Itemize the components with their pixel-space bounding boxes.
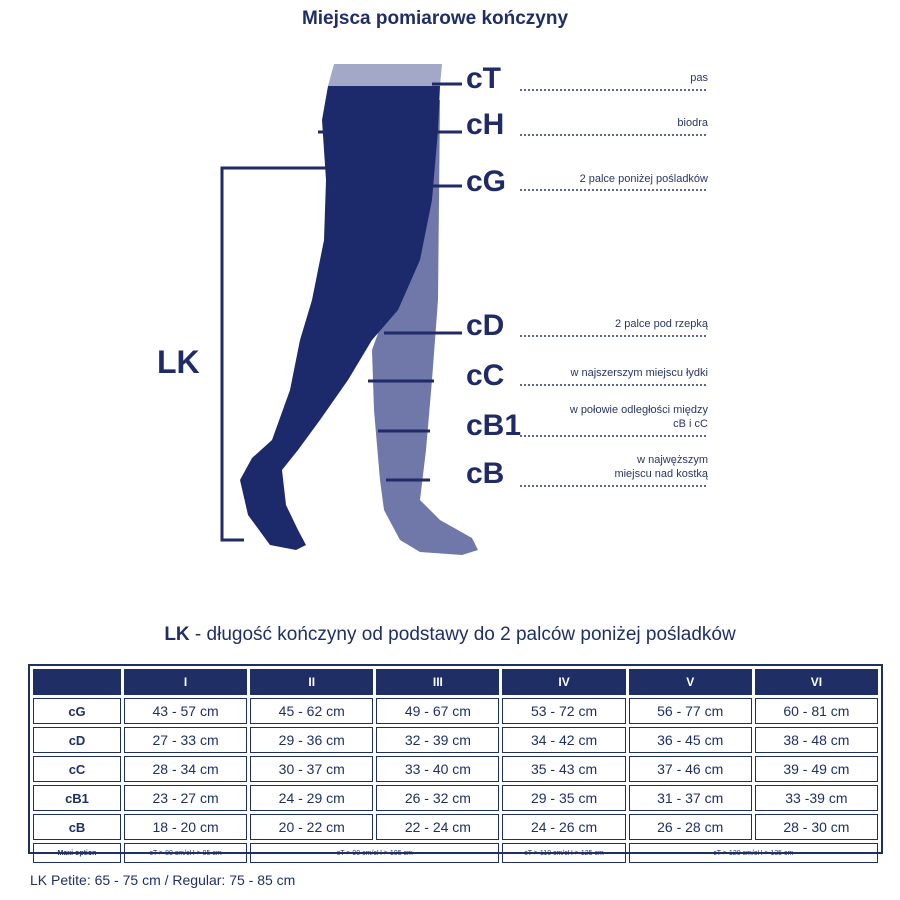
point-code-cc: cC bbox=[466, 359, 505, 392]
point-desc-cc: w najszerszym miejscu łydki bbox=[570, 367, 708, 379]
table-row bbox=[33, 785, 878, 811]
table-cell: 34 - 42 cm bbox=[502, 727, 625, 753]
lk-definition-abbr: LK bbox=[164, 624, 190, 645]
table-header-size-iii: III bbox=[376, 669, 499, 695]
table-header-corner bbox=[33, 669, 121, 695]
lk-length-note: LK Petite: 65 - 75 cm / Regular: 75 - 85 cm bbox=[30, 872, 296, 888]
point-desc-cb1 bbox=[570, 404, 708, 432]
point-desc-cg: 2 palce poniżej pośladków bbox=[579, 173, 708, 185]
table-header-row bbox=[33, 669, 878, 695]
point-code-ct: cT bbox=[466, 62, 502, 95]
table-cell: 29 - 35 cm bbox=[502, 785, 625, 811]
table-header-size-vi: VI bbox=[755, 669, 878, 695]
maxi-option-row bbox=[33, 843, 878, 863]
point-desc-cb1-line1: w połowie odległości między bbox=[569, 404, 708, 416]
table-cell: 20 - 22 cm bbox=[250, 814, 373, 840]
table-cell: 38 - 48 cm bbox=[755, 727, 878, 753]
table-row bbox=[33, 814, 878, 840]
size-table-grid bbox=[30, 666, 881, 866]
table-cell: 26 - 28 cm bbox=[629, 814, 752, 840]
point-code-cb1: cB1 bbox=[466, 409, 522, 442]
table-cell: 43 - 57 cm bbox=[124, 698, 247, 724]
row-label: cB1 bbox=[33, 785, 121, 811]
table-cell: 24 - 29 cm bbox=[250, 785, 373, 811]
point-code-cb: cB bbox=[466, 457, 505, 490]
table-cell: 60 - 81 cm bbox=[755, 698, 878, 724]
table-cell: 37 - 46 cm bbox=[629, 756, 752, 782]
page-title: Miejsca pomiarowe kończyny bbox=[301, 8, 569, 29]
table-cell: 31 - 37 cm bbox=[629, 785, 752, 811]
point-desc-cb bbox=[614, 454, 708, 482]
row-label: cC bbox=[33, 756, 121, 782]
waistband-shape bbox=[328, 64, 442, 86]
point-code-cg: cG bbox=[466, 165, 507, 198]
size-table bbox=[28, 664, 883, 857]
table-row bbox=[33, 756, 878, 782]
row-label: cG bbox=[33, 698, 121, 724]
point-desc-ct: pas bbox=[690, 72, 708, 84]
point-desc-ch: biodra bbox=[677, 117, 708, 129]
point-desc-cb1-line2: cB i cC bbox=[673, 417, 708, 430]
maxi-option-label: Maxi option bbox=[33, 843, 121, 863]
table-cell: 28 - 34 cm bbox=[124, 756, 247, 782]
table-cell: 56 - 77 cm bbox=[629, 698, 752, 724]
table-cell: 18 - 20 cm bbox=[124, 814, 247, 840]
table-row bbox=[33, 698, 878, 724]
row-label: cD bbox=[33, 727, 121, 753]
point-desc-cd: 2 palce pod rzepką bbox=[615, 318, 708, 330]
table-cell: 49 - 67 cm bbox=[376, 698, 499, 724]
table-cell: 45 - 62 cm bbox=[250, 698, 373, 724]
row-label: cB bbox=[33, 814, 121, 840]
table-cell: 22 - 24 cm bbox=[376, 814, 499, 840]
table-cell: 26 - 32 cm bbox=[376, 785, 499, 811]
table-cell: 24 - 26 cm bbox=[502, 814, 625, 840]
table-row bbox=[33, 727, 878, 753]
table-cell: 33 - 40 cm bbox=[376, 756, 499, 782]
table-header-size-ii: II bbox=[250, 669, 373, 695]
maxi-cell-iv: cT > 110 cm/cH > 125 cm bbox=[502, 843, 625, 863]
point-code-cd: cD bbox=[466, 309, 505, 342]
maxi-cell-ii-iii: cT > 90 cm/cH > 105 cm bbox=[250, 843, 499, 863]
point-desc-cb-line2: miejscu nad kostką bbox=[614, 467, 708, 480]
table-cell: 29 - 36 cm bbox=[250, 727, 373, 753]
lk-definition-text: - długość kończyny od podstawy do 2 palców poniżej pośladków bbox=[189, 624, 736, 645]
lk-label: LK bbox=[157, 344, 200, 380]
maxi-cell-i: cT > 80 cm/cH > 95 cm bbox=[124, 843, 247, 863]
point-desc-cb-line1: w najwęższym bbox=[637, 454, 708, 466]
table-cell: 30 - 37 cm bbox=[250, 756, 373, 782]
point-code-ch: cH bbox=[466, 108, 505, 141]
table-cell: 36 - 45 cm bbox=[629, 727, 752, 753]
maxi-cell-v-vi: cT > 120 cm/cH > 135 cm bbox=[629, 843, 878, 863]
table-cell: 32 - 39 cm bbox=[376, 727, 499, 753]
table-cell: 28 - 30 cm bbox=[755, 814, 878, 840]
lk-definition bbox=[0, 624, 900, 646]
table-cell: 27 - 33 cm bbox=[124, 727, 247, 753]
table-header-size-iv: IV bbox=[502, 669, 625, 695]
table-cell: 35 - 43 cm bbox=[502, 756, 625, 782]
table-cell: 33 -39 cm bbox=[755, 785, 878, 811]
table-cell: 39 - 49 cm bbox=[755, 756, 878, 782]
table-header-size-i: I bbox=[124, 669, 247, 695]
table-cell: 53 - 72 cm bbox=[502, 698, 625, 724]
table-header-size-v: V bbox=[629, 669, 752, 695]
table-cell: 23 - 27 cm bbox=[124, 785, 247, 811]
